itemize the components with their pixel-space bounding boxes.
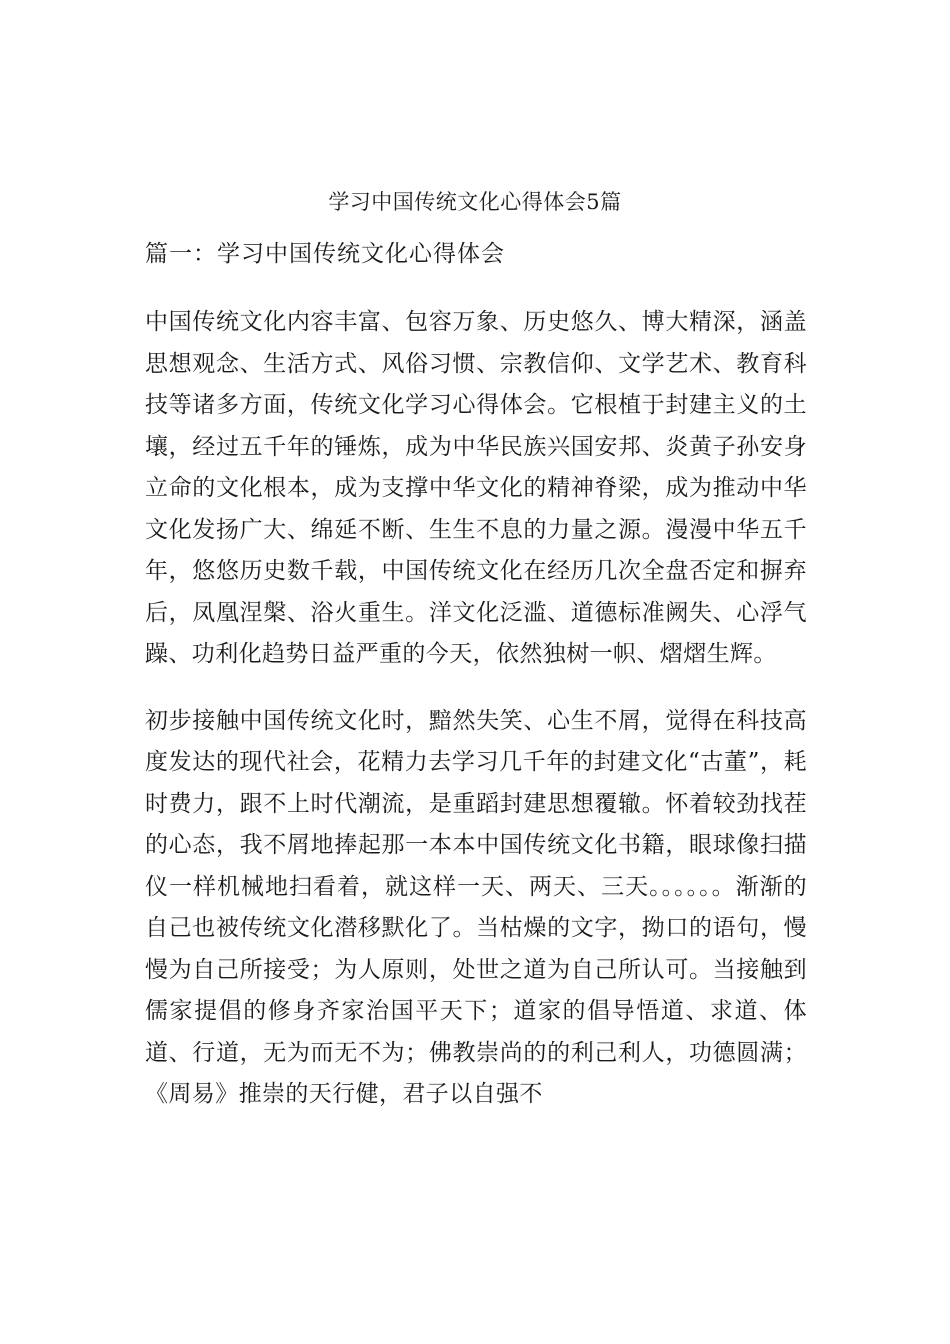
section-heading: 篇一：学习中国传统文化心得体会 <box>145 241 505 267</box>
paragraph-2: 初步接触中国传统文化时，黯然失笑、心生不屑，觉得在科技高度发达的现代社会，花精力去学习几千年的封建文化“古董”，耗时费力，跟不上时代潮流，是重蹈封建思想覆辙。怀着较劲找茬的心态，我不屑地捧起那一本本中国传统文化书籍，眼球像扫描仪一样机械地扫看着，就这样一天、两天、三天。。。。。。渐渐的自己也被传统文化潜移默化了。当枯燥的文字，拗口的语句，慢慢为自己所接受；为人原则，处世之道为自己所认可。当接触到儒家提倡的修身齐家治国平天下；道家的倡导悟道、求道、体道、行道，无为而无不为；佛教崇尚的的利己利人，功德圆满；《周易》推崇的天行健，君子以自强不 <box>145 707 807 1107</box>
document-body <box>145 302 807 1116</box>
paragraph-1: 中国传统文化内容丰富、包容万象、历史悠久、博大精深，涵盖思想观念、生活方式、风俗习惯、宗教信仰、文学艺术、教育科技等诸多方面，传统文化学习心得体会。它根植于封建主义的土壤，经过五千年的锤炼，成为中华民族兴国安邦、炎黄子孙安身立命的文化根本，成为支撑中华文化的精神脊梁，成为推动中华文化发扬广大、绵延不断、生生不息的力量之源。漫漫中华五千年，悠悠历史数千载，中国传统文化在经历几次全盘否定和摒弃后，凤凰涅槃、浴火重生。洋文化泛滥、道德标准阙失、心浮气躁、功利化趋势日益严重的今天，依然独树一帜、熠熠生辉。 <box>145 309 807 667</box>
document-title: 学习中国传统文化心得体会5篇 <box>328 190 622 214</box>
